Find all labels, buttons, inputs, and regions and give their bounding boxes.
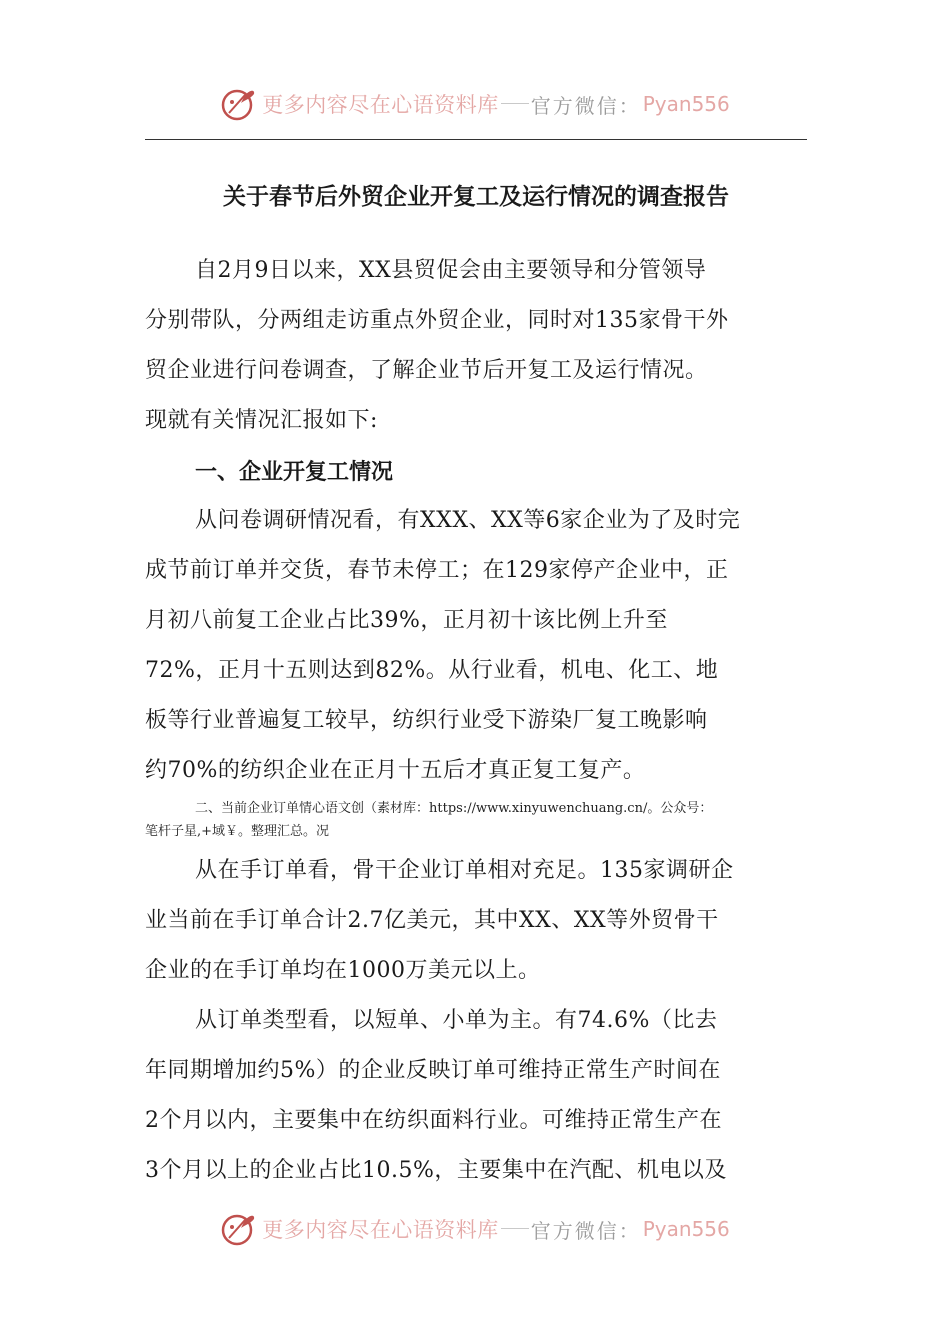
body-line: 从问卷调研情况看，有XXX、XX等6家企业为了及时完 [195, 508, 741, 533]
watermark-dash [501, 1228, 529, 1229]
body-line: 72%，正月十五则达到82%。从行业看，机电、化工、地 [145, 658, 719, 683]
watermark-banner-bottom [0, 1209, 950, 1249]
body-line: 成节前订单并交货，春节未停工；在129家停产企业中，正 [145, 558, 729, 583]
body-line: 3个月以上的企业占比10.5%，主要集中在汽配、机电以及 [145, 1158, 727, 1183]
quill-logo-icon [220, 1211, 256, 1247]
watermark-lead-text: 更多内容尽在心语资料库 [262, 1218, 499, 1242]
body-line: 年同期增加约5%）的企业反映订单可维持正常生产时间在 [145, 1058, 721, 1083]
body-line: 分别带队，分两组走访重点外贸企业，同时对135家骨干外 [145, 308, 729, 333]
inline-note-line: 笔杆子星,+域￥。整理汇总。况 [145, 824, 330, 839]
watermark-lead-text: 更多内容尽在心语资料库 [262, 93, 499, 117]
inline-note-line: 二、当前企业订单情心语文创（素材库：https://www.xinyuwenchuang.cn/。公众号： [195, 801, 713, 816]
watermark-tail-text: 官方微信： [530, 1218, 641, 1243]
body-line: 2个月以内，主要集中在纺织面料行业。可维持正常生产在 [145, 1108, 722, 1133]
section-heading: 一、企业开复工情况 [195, 460, 394, 485]
body-line: 现就有关情况汇报如下: [145, 408, 378, 433]
body-line: 板等行业普遍复工较早，纺织行业受下游染厂复工晚影响 [145, 708, 708, 733]
watermark-dash [501, 103, 529, 104]
body-line: 从在手订单看，骨干企业订单相对充足。135家调研企 [195, 858, 734, 883]
watermark-banner-top [0, 84, 950, 124]
body-line: 业当前在手订单合计2.7亿美元，其中XX、XX等外贸骨干 [145, 908, 719, 933]
watermark-id-text: Pyan556 [642, 92, 730, 116]
body-line: 自2月9日以来，XX县贸促会由主要领导和分管领导 [195, 258, 707, 283]
watermark-tail-text: 官方微信： [530, 93, 641, 118]
body-line: 贸企业进行问卷调查，了解企业节后开复工及运行情况。 [145, 358, 708, 383]
body-line: 企业的在手订单均在1000万美元以上。 [145, 958, 541, 983]
body-line: 从订单类型看，以短单、小单为主。有74.6%（比去 [195, 1008, 718, 1033]
document-title: 关于春节后外贸企业开复工及运行情况的调查报告 [223, 183, 729, 210]
header-rule [145, 139, 807, 140]
body-line: 约70%的纺织企业在正月十五后才真正复工复产。 [145, 758, 646, 783]
quill-logo-icon [220, 86, 256, 122]
watermark-id-text: Pyan556 [642, 1217, 730, 1241]
body-line: 月初八前复工企业占比39%，正月初十该比例上升至 [145, 608, 668, 633]
